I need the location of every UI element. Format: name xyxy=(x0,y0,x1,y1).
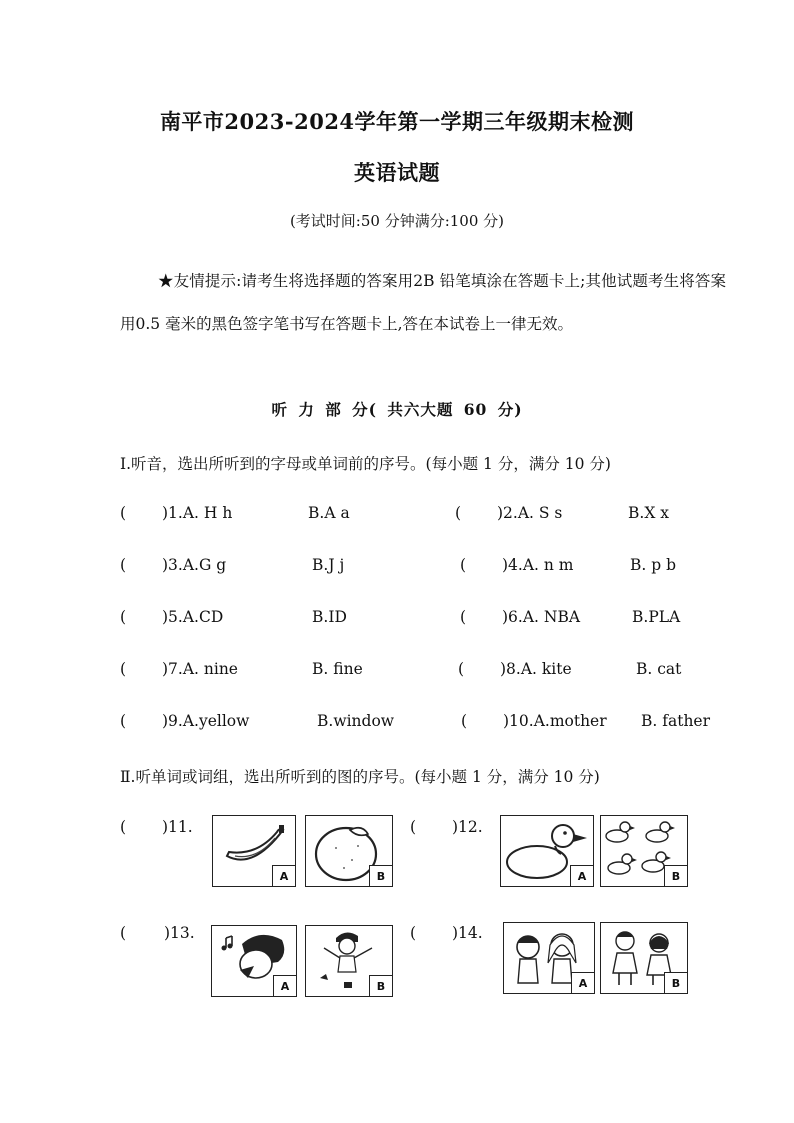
question-5: )5.A.CD xyxy=(162,608,224,626)
picture-label-b: B xyxy=(664,865,687,886)
picture-label-a: A xyxy=(273,975,296,996)
picture-label-a: A xyxy=(570,865,593,886)
notice-paragraph: ★友情提示:请考生将选择题的答案用2B 铅笔填涂在答题卡上;其他试题考生将答案用0.5 毫米的黑色签字笔书写在答题卡上,答在本试卷上一律无效。 xyxy=(120,272,726,333)
answer-paren: ( xyxy=(120,608,127,626)
answer-paren: ( xyxy=(455,504,462,522)
question-3-option-b: B.J j xyxy=(312,556,345,574)
picture-label-b: B xyxy=(369,865,392,886)
question-4-option-b: B. p b xyxy=(630,556,677,574)
question-6: )6.A. NBA xyxy=(502,608,581,626)
question-8: )8.A. kite xyxy=(500,660,572,678)
question-2-option-b: B.X x xyxy=(628,504,670,522)
picture-boy-and-girl xyxy=(503,922,595,994)
answer-paren: ( xyxy=(410,818,417,836)
question-1: )1.A. H h xyxy=(162,504,233,522)
question-8-option-b: B. cat xyxy=(636,660,682,678)
picture-big-duck xyxy=(500,815,594,887)
picture-label-a: A xyxy=(272,865,295,886)
section2-heading: Ⅱ.听单词或词组，选出所听到的图的序号。(每小题 1 分，满分 10 分) xyxy=(120,768,600,786)
listening-part-heading: 听 力 部 分( 共六大题 60 分) xyxy=(271,400,523,419)
question-13: )13. xyxy=(164,924,195,942)
picture-banana xyxy=(212,815,296,887)
question-9: )9.A.yellow xyxy=(162,712,250,730)
section1-heading: Ⅰ.听音，选出所听到的字母或单词前的序号。(每小题 1 分，满分 10 分) xyxy=(120,455,611,473)
question-1-option-b: B.A a xyxy=(308,504,350,522)
picture-dancing-boy xyxy=(305,925,393,997)
exam-subject: 英语试题 xyxy=(354,160,440,185)
question-14: )14. xyxy=(452,924,483,942)
answer-paren: ( xyxy=(120,660,127,678)
question-2: )2.A. S s xyxy=(497,504,563,522)
picture-two-girls xyxy=(600,922,688,994)
question-10-option-b: B. father xyxy=(641,712,711,730)
answer-paren: ( xyxy=(120,818,127,836)
question-row xyxy=(0,504,794,528)
answer-paren: ( xyxy=(120,556,127,574)
question-row xyxy=(0,556,794,580)
picture-ducks xyxy=(600,815,688,887)
answer-paren: ( xyxy=(460,608,467,626)
picture-label-a: A xyxy=(571,972,594,993)
question-6-option-b: B.PLA xyxy=(632,608,681,626)
question-3: )3.A.G g xyxy=(162,556,227,574)
picture-singing-girl xyxy=(211,925,297,997)
answer-paren: ( xyxy=(460,556,467,574)
exam-title: 南平市2023-2024学年第一学期三年级期末检测 xyxy=(159,109,635,134)
question-5-option-b: B.ID xyxy=(312,608,347,626)
answer-paren: ( xyxy=(458,660,465,678)
question-4: )4.A. n m xyxy=(502,556,574,574)
question-row xyxy=(0,608,794,632)
answer-paren: ( xyxy=(120,712,127,730)
picture-label-b: B xyxy=(369,975,392,996)
question-9-option-b: B.window xyxy=(317,712,395,730)
exam-info: (考试时间:50 分钟满分:100 分) xyxy=(289,212,505,230)
question-7: )7.A. nine xyxy=(162,660,238,678)
question-7-option-b: B. fine xyxy=(312,660,363,678)
answer-paren: ( xyxy=(410,924,417,942)
question-11: )11. xyxy=(162,818,193,836)
question-row xyxy=(0,660,794,684)
question-12: )12. xyxy=(452,818,483,836)
answer-paren: ( xyxy=(461,712,468,730)
picture-orange xyxy=(305,815,393,887)
picture-label-b: B xyxy=(664,972,687,993)
question-row xyxy=(0,712,794,736)
question-10: )10.A.mother xyxy=(503,712,607,730)
answer-paren: ( xyxy=(120,504,127,522)
answer-paren: ( xyxy=(120,924,127,942)
